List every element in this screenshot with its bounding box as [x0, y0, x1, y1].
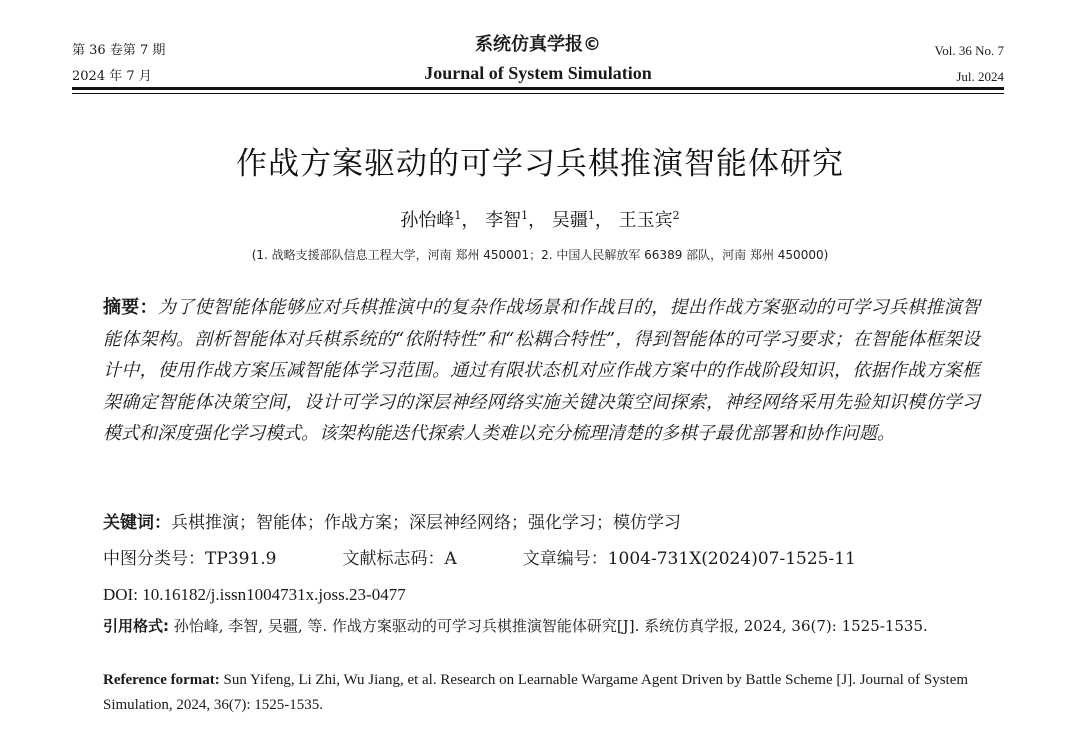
author-aff: 2 — [672, 209, 680, 222]
header-rule-thick — [72, 87, 1004, 90]
header-rule-thin — [72, 93, 1004, 94]
author-aff: 1 — [521, 209, 529, 222]
author-name: 孙怡峰 — [400, 210, 455, 231]
journal-name-cn: 系统仿真学报© — [475, 34, 601, 55]
document-code: 文献标志码：A — [342, 549, 457, 569]
citation-en-text: Sun Yifeng, Li Zhi, Wu Jiang, et al. Research on Learnable Wargame Agent Driven by Battle Scheme [J]. Journal of System Simulation, 2024, 36(7): 1525-1535. — [103, 672, 969, 713]
author-list — [0, 206, 1080, 232]
author-aff: 1 — [587, 209, 595, 222]
abstract — [103, 292, 980, 450]
author-name: 王玉宾 — [618, 210, 673, 231]
citation-cn — [103, 612, 980, 640]
keywords-label: 关键词： — [103, 513, 171, 533]
author-name: 吴疆 — [551, 210, 588, 231]
journal-header — [72, 30, 1004, 92]
keywords — [103, 508, 980, 538]
citation-cn-text: 孙怡峰, 李智, 吴疆, 等. 作战方案驱动的可学习兵棋推演智能体研究[J]. 系统仿真学报, 2024, 36(7): 1525-1535. — [169, 617, 928, 635]
header-right — [935, 38, 1004, 90]
abstract-label: 摘要： — [103, 297, 158, 318]
citation-cn-label: 引用格式: — [103, 617, 169, 635]
keywords-text: 兵棋推演；智能体；作战方案；深层神经网络；强化学习；模仿学习 — [171, 513, 681, 533]
citation-en-label: Reference format: — [103, 672, 220, 688]
abstract-text: 为了使智能体能够应对兵棋推演中的复杂作战场景和作战目的，提出作战方案驱动的可学习兵棋推演智能体架构。剖析智能体对兵棋系统的“依附特性”和“松耦合特性”，得到智能体的可学习要求；在智能体框架设计中，使用作战方案压减智能体学习范围。通过有限状态机对应作战方案中的作战阶段知识，依据作战方案框架确定智能体决策空间，设计可学习的深层神经网络实施关键决策空间探索，神经网络采用先验知识模仿学习模式和深度强化学习模式。该架构能迭代探索人类难以充分梳理清楚的多棋子最优部署和协作问题。 — [103, 297, 981, 444]
header-center — [72, 30, 1004, 86]
author-sep: ， — [528, 210, 547, 231]
date-cn: 2024 年 7 月 — [72, 69, 152, 84]
issue-cn: 第 36 卷第 7 期 — [72, 43, 166, 58]
affiliations: (1. 战略支援部队信息工程大学，河南 郑州 450001；2. 中国人民解放军 66389 部队，河南 郑州 450000) — [251, 248, 829, 262]
date-en: Jul. 2024 — [956, 69, 1004, 84]
citation-en — [103, 668, 980, 718]
classification-line — [103, 544, 980, 574]
article-number: 文章编号：1004-731X(2024)07-1525-11 — [522, 549, 856, 569]
author-sep: ， — [594, 210, 613, 231]
clc-number: 中图分类号：TP391.9 — [103, 549, 277, 569]
author-aff: 1 — [454, 209, 462, 222]
journal-name-en: Journal of System Simulation — [424, 63, 652, 83]
author-sep: ， — [461, 210, 480, 231]
doi: DOI: 10.16182/j.issn1004731x.joss.23-0477 — [103, 585, 406, 604]
author-name: 李智 — [485, 210, 522, 231]
volume-en: Vol. 36 No. 7 — [934, 43, 1004, 58]
paper-title: 作战方案驱动的可学习兵棋推演智能体研究 — [236, 146, 844, 182]
